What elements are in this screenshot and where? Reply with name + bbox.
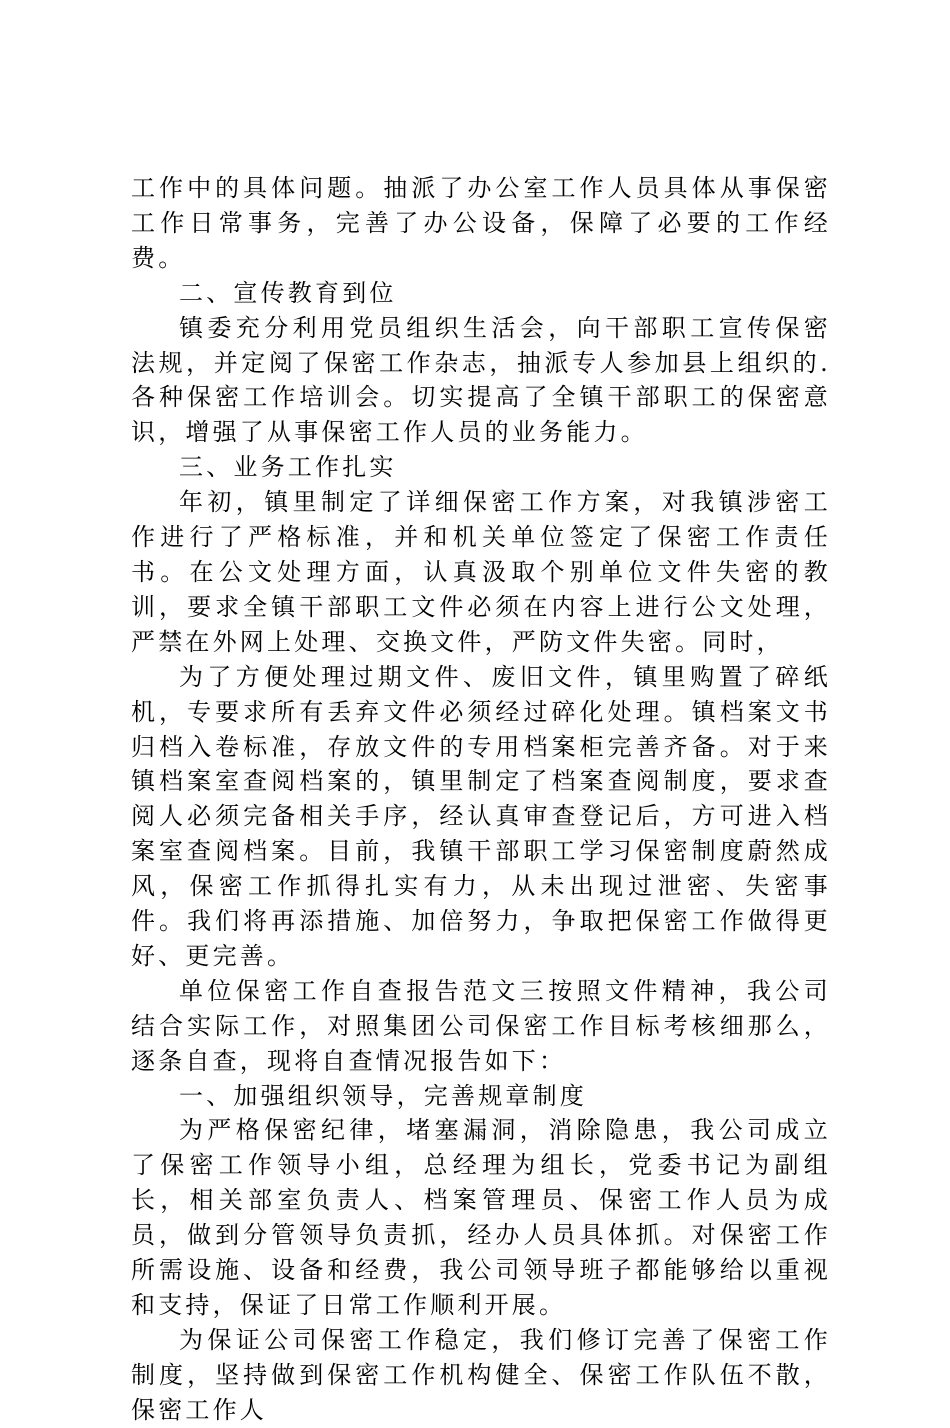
section-heading-business-work: 三、业务工作扎实 (179, 453, 397, 482)
paragraph-archive-management: 为了方便处理过期文件、废旧文件，镇里购置了碎纸机，专要求所有丢弃文件必须经过碎化处理。镇档案文书归档入卷标准，存放文件的专用档案柜完善齐备。对于来镇档案室查阅档案的，镇里制定了档案查阅制度，要求查阅人必须完备相关手序，经认真审查登记后，方可进入档案室查阅档案。目前，我镇干部职工学习保密制度蔚然成风，保密工作抓得扎实有力，从未出现过泄密、失密事件。我们将再添措施、加倍努力，争取把保密工作做得更好、更完善。 (131, 662, 831, 970)
paragraph-rules-revision: 为保证公司保密工作稳定，我们修订完善了保密工作制度，坚持做到保密工作机构健全、保密工作队伍不散，保密工作人 (131, 1325, 831, 1424)
section-heading-organization: 一、加强组织领导，完善规章制度 (179, 1081, 587, 1110)
paragraph-document-handling: 年初，镇里制定了详细保密工作方案，对我镇涉密工作进行了严格标准，并和机关单位签定了保密工作责任书。在公文处理方面，认真汲取个别单位文件失密的教训，要求全镇干部职工文件必须在内容上进行公文处理，严禁在外网上处理、交换文件，严防文件失密。同时， (131, 488, 831, 656)
paragraph-report-intro: 单位保密工作自查报告范文三按照文件精神，我公司结合实际工作，对照集团公司保密工作目标考核细那么，逐条自查，现将自查情况报告如下： (131, 976, 831, 1075)
document-body (131, 171, 831, 1428)
section-heading-publicity-education: 二、宣传教育到位 (179, 278, 397, 307)
paragraph-publicity: 镇委充分利用党员组织生活会，向干部职工宣传保密法规，并定阅了保密工作杂志，抽派专人参加县上组织的.各种保密工作培训会。切实提高了全镇干部职工的保密意识，增强了从事保密工作人员的业务能力。 (131, 313, 831, 447)
paragraph-leadership-group: 为严格保密纪律，堵塞漏洞，消除隐患，我公司成立了保密工作领导小组，总经理为组长，党委书记为副组长，相关部室负责人、档案管理员、保密工作人员为成员，做到分管领导负责抓，经办人员具体抓。对保密工作所需设施、设备和经费，我公司领导班子都能够给以重视和支持，保证了日常工作顺利开展。 (131, 1116, 831, 1319)
paragraph-continuation: 工作中的具体问题。抽派了办公室工作人员具体从事保密工作日常事务，完善了办公设备，保障了必要的工作经费。 (131, 174, 831, 272)
